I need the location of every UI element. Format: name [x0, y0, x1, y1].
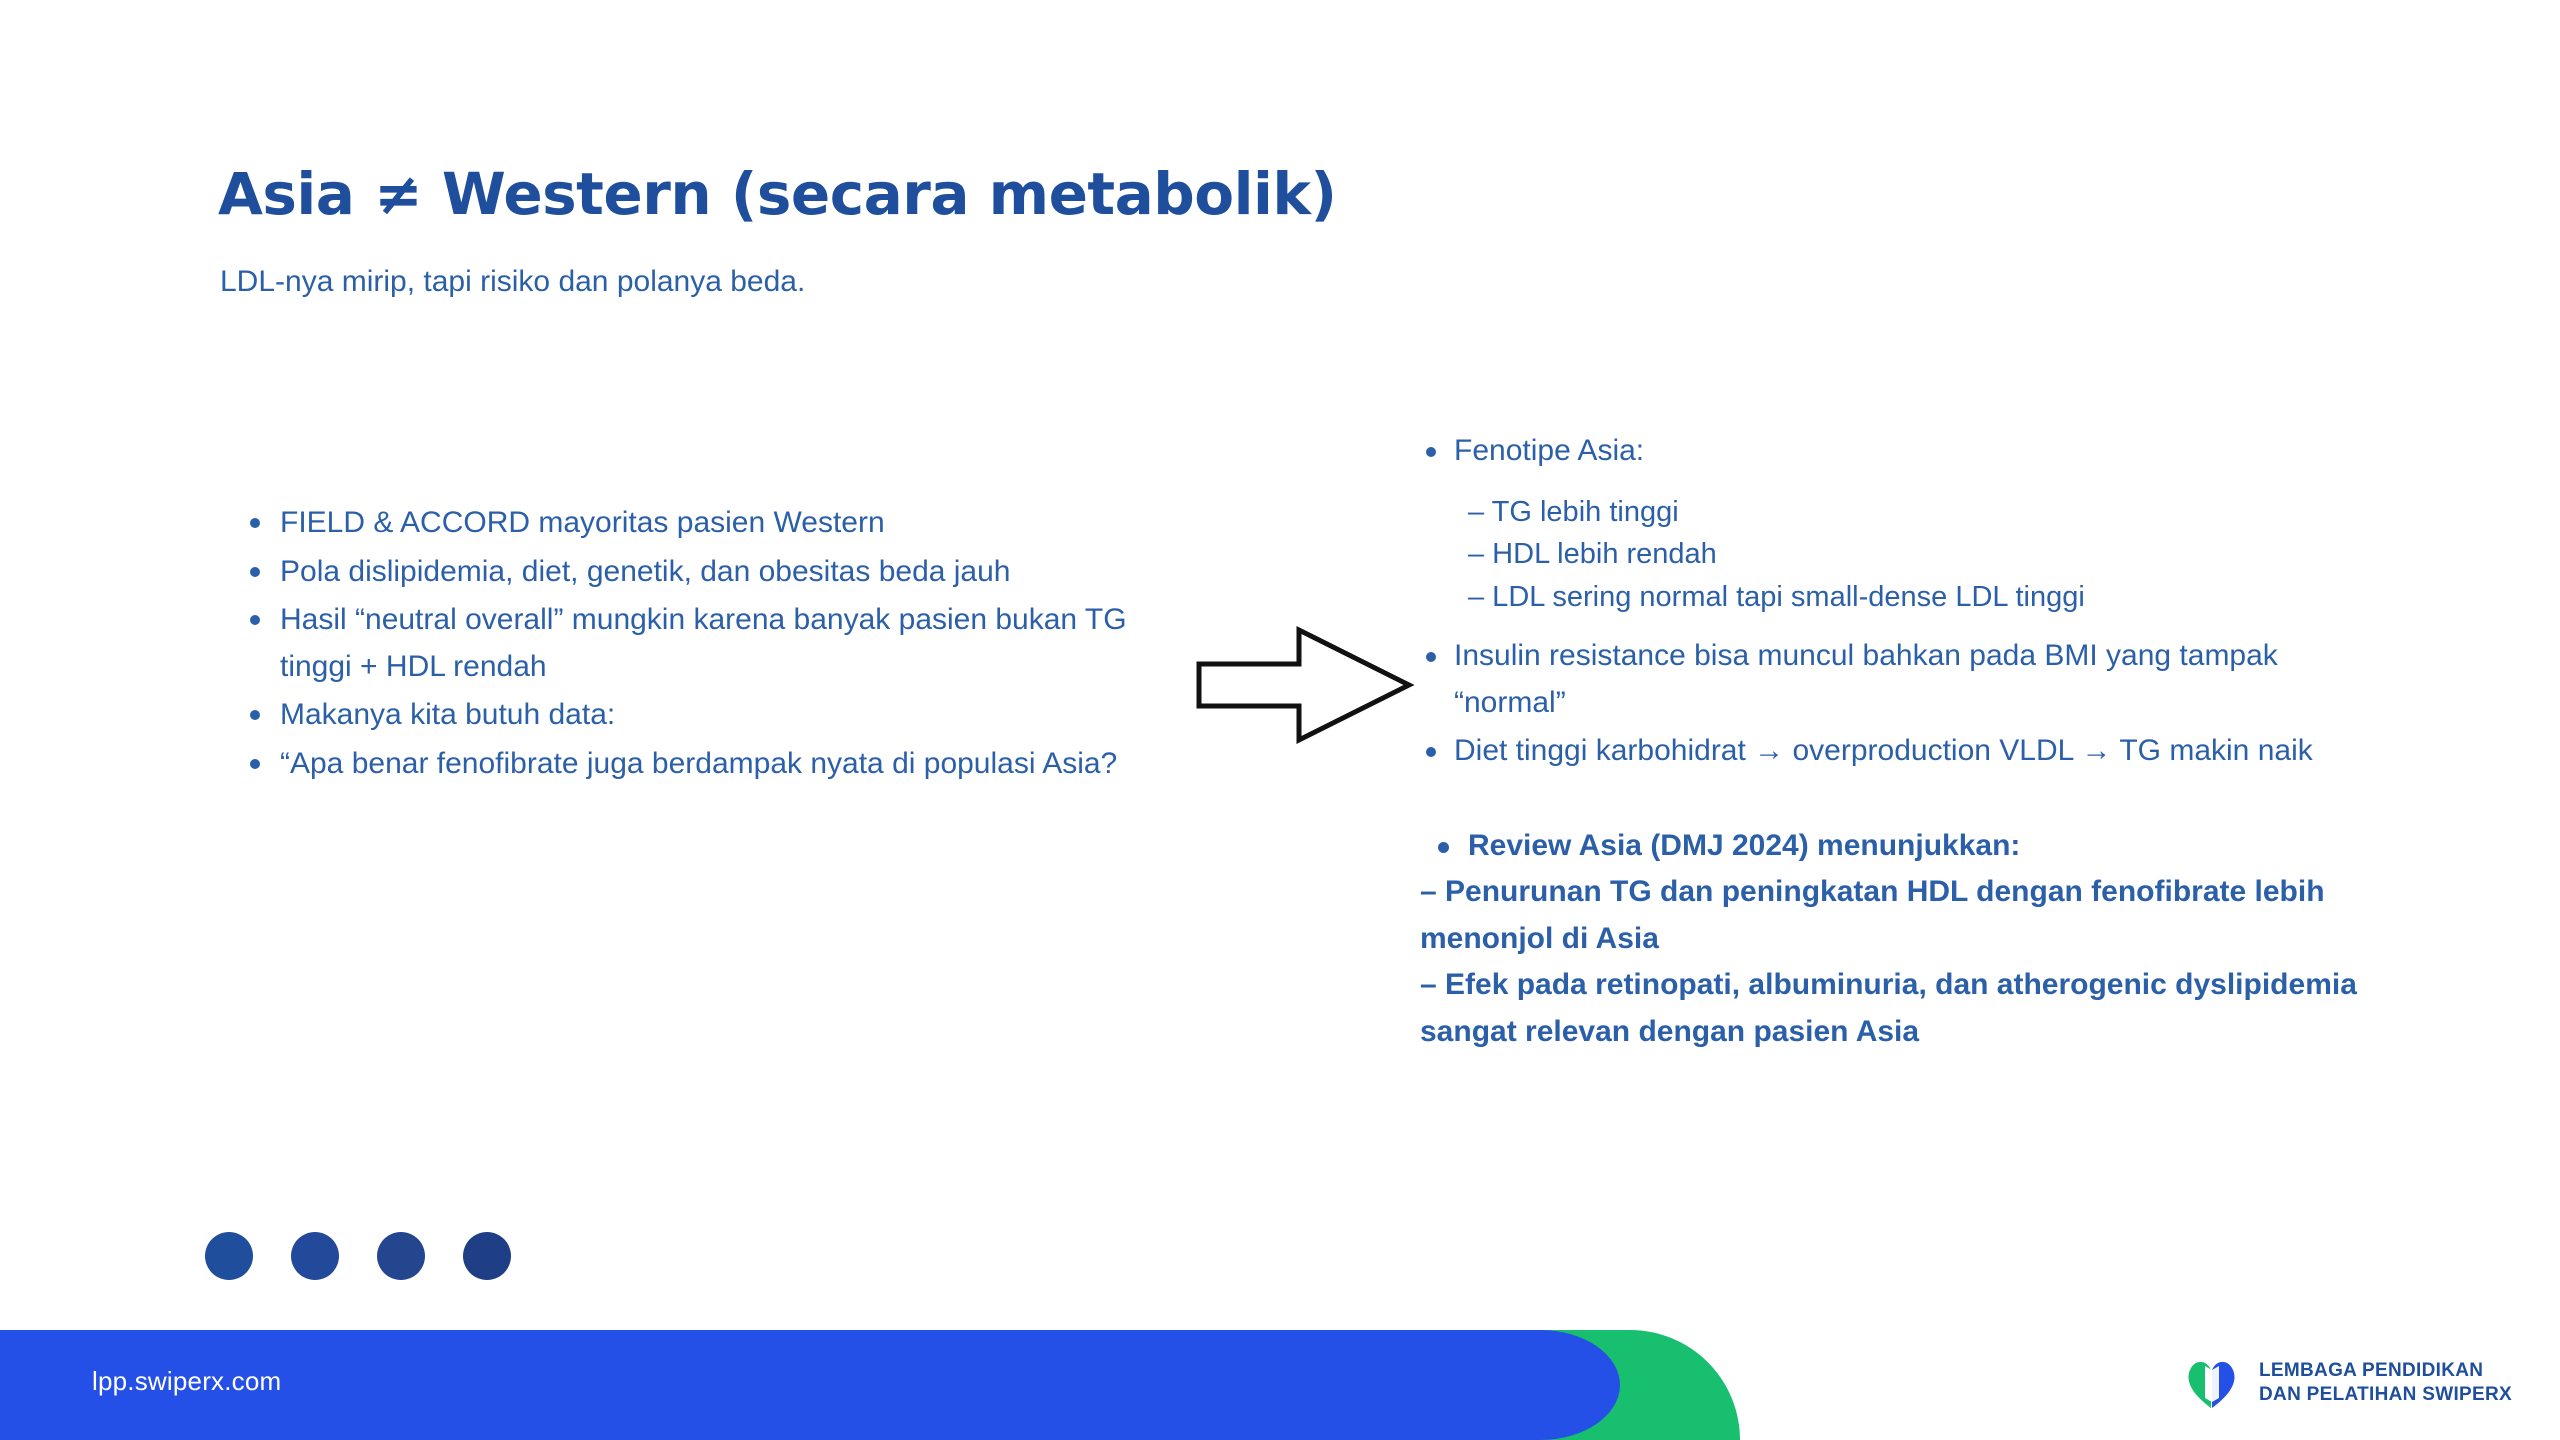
page-subtitle: LDL-nya mirip, tapi risiko dan polanya beda. [220, 265, 806, 298]
pagination-dots[interactable] [205, 1232, 511, 1280]
pagination-dot-1[interactable] [205, 1232, 253, 1280]
right-arrow-icon [1195, 620, 1415, 750]
list-item: Insulin resistance bisa muncul bahkan pada BMI yang tampak “normal” [1420, 633, 2360, 726]
pagination-dot-4[interactable] [463, 1232, 511, 1280]
heart-book-icon [2181, 1352, 2243, 1414]
list-item: “Apa benar fenofibrate juga berdampak nyata di populasi Asia? [280, 741, 1168, 788]
spacer [1420, 477, 2360, 491]
pagination-dot-2[interactable] [291, 1232, 339, 1280]
list-item: – LDL sering normal tapi small-dense LDL tinggi [1468, 581, 2085, 614]
left-bullet-list [228, 500, 1168, 787]
phenotype-heading: Fenotipe Asia: [1420, 428, 2360, 475]
list-item: – Penurunan TG dan peningkatan HDL dengan fenofibrate lebih menonjol di Asia [1420, 875, 2325, 955]
list-item: FIELD & ACCORD mayoritas pasien Western [280, 500, 1168, 547]
list-item: – TG lebih tinggi [1468, 495, 1679, 528]
brand-logo-line2: DAN PELATIHAN SWIPERX [2259, 1384, 2512, 1405]
pagination-dot-3[interactable] [377, 1232, 425, 1280]
brand-logo [2181, 1352, 2512, 1414]
list-item: Makanya kita butuh data: [280, 692, 1168, 739]
list-item: Pola dislipidemia, diet, genetik, dan obesitas beda jauh [280, 549, 1168, 596]
spacer [1420, 777, 2360, 823]
spacer [1420, 619, 2360, 633]
list-item: Hasil “neutral overall” mungkin karena banyak pasien bukan TG tinggi + HDL rendah [280, 597, 1168, 690]
left-content-column [228, 500, 1168, 789]
review-heading: Review Asia (DMJ 2024) menunjukkan: [1420, 823, 2360, 870]
list-item: – Efek pada retinopati, albuminuria, dan atherogenic dyslipidemia sangat relevan dengan pasien Asia [1420, 968, 2357, 1048]
footer-url[interactable]: lpp.swiperx.com [92, 1366, 282, 1396]
list-item: Diet tinggi karbohidrat → overproduction VLDL → TG makin naik [1420, 728, 2360, 775]
page-title: Asia ≠ Western (secara metabolik) [218, 160, 1337, 228]
brand-logo-line1: LEMBAGA PENDIDIKAN [2259, 1360, 2484, 1382]
brand-logo-text [2259, 1359, 2512, 1407]
right-content-column [1420, 428, 2360, 1055]
slide-footer [0, 1330, 2560, 1440]
list-item: – HDL lebih rendah [1468, 538, 1717, 571]
